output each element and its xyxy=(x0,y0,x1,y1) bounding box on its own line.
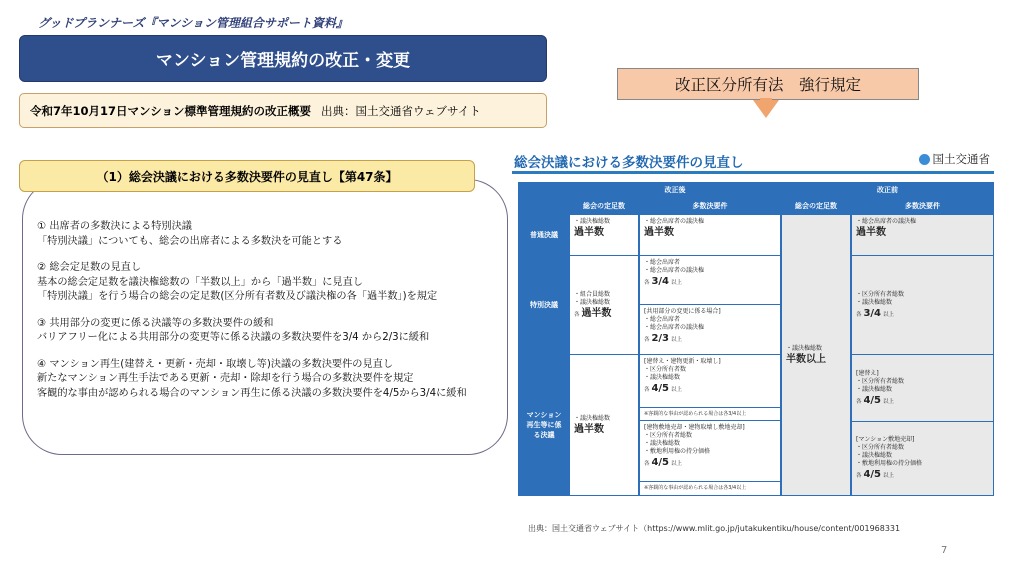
cell-prefix: 各 xyxy=(856,398,862,405)
paragraph-line: 基本の総会定足数を議決権総数の「半数以上」から「過半数」に見直し xyxy=(37,276,363,288)
cell-rebuild-quorum xyxy=(570,355,638,495)
paragraph-line: 「特別決議」を行う場合の総会の定足数(区分所有者数及び議決権の各「過半数」)を規定 xyxy=(37,291,438,302)
paragraph-4 xyxy=(37,358,493,402)
subheader-majority-after: 多数決要件 xyxy=(640,198,780,214)
cell-suffix: 以上 xyxy=(882,311,894,318)
cell-text: ・議決権総数 xyxy=(856,452,893,459)
cell-value: 4/5 xyxy=(863,394,882,406)
summary-source: 出典：国土交通省ウェブサイト xyxy=(321,103,481,118)
cell-value: 半数以上 xyxy=(786,353,826,365)
mlit-logo-icon xyxy=(919,154,930,165)
cell-text: [建替え・建物更新・取壊し] xyxy=(644,358,721,365)
cell-special-before xyxy=(852,256,993,354)
cell-text: ・総会出席者 xyxy=(644,259,681,266)
cell-value: 過半数 xyxy=(856,227,886,238)
cell-before-quorum xyxy=(782,215,850,495)
mlit-logo-text: 国土交通省 xyxy=(932,152,990,166)
row-label-ordinary: 普通決議 xyxy=(519,215,569,255)
cell-ordinary-majority xyxy=(640,215,780,255)
cell-suffix: 以上 xyxy=(670,280,682,286)
row-label-rebuild: マンション再生等に係る決議 xyxy=(519,355,569,495)
row-label-special: 特別決議 xyxy=(519,256,569,354)
cell-text: ・区分所有者数 xyxy=(644,366,687,373)
paragraph-1 xyxy=(37,220,493,249)
cell-rebuild-note-1: ※客観的な事由が認められる場合は各3/4以上 xyxy=(640,408,780,420)
summary-text: 令和7年10月17日マンション標準管理規約の改正概要 xyxy=(30,103,311,118)
page-title: マンション管理規約の改正・変更 xyxy=(19,35,547,82)
cell-prefix: 各 xyxy=(574,311,580,318)
paragraph-line: バリアフリー化による共用部分の変更等に係る決議の多数決要件を3/4 から2/3に緩和 xyxy=(37,332,430,343)
cell-ordinary-quorum xyxy=(570,215,638,255)
cell-value: 過半数 xyxy=(574,227,604,238)
cell-text: ・区分所有者総数 xyxy=(856,444,905,451)
cell-rebuild-majority-2 xyxy=(640,421,780,481)
cell-value: 4/5 xyxy=(863,469,882,480)
cell-text: ・議決権総数 xyxy=(574,218,611,225)
cell-text: ・区分所有者総数 xyxy=(856,377,905,385)
cell-prefix: 各 xyxy=(644,387,650,393)
brand-header: グッドプランナーズ『マンション管理組合サポート資料』 xyxy=(38,16,348,30)
source-note: 出典：国土交通省ウェブサイト（https://www.mlit.go.jp/jutakukentiku/house/content/001968331 xyxy=(528,524,901,533)
paragraph-heading: ② 総会定足数の見直し xyxy=(37,262,142,273)
cell-rebuild-before-1 xyxy=(852,355,993,421)
cell-text: [共用部分の変更に係る場合] xyxy=(644,308,721,315)
cell-text: ・総会出席者の議決権 xyxy=(644,267,705,274)
mlit-logo xyxy=(919,151,991,167)
gov-table-title: 総会決議における多数決要件の見直し xyxy=(514,155,744,171)
subheader-quorum-after: 総会の定足数 xyxy=(570,198,638,214)
cell-suffix: 以上 xyxy=(670,461,682,467)
subheader-quorum-before: 総会の定足数 xyxy=(782,198,850,214)
cell-text: ・総会出席者 xyxy=(644,316,681,323)
cell-prefix: 各 xyxy=(644,280,650,286)
cell-text: ・区分所有者総数 xyxy=(856,290,905,298)
cell-text: [建物敷地売却・建物取壊し敷地売却] xyxy=(644,424,745,431)
paragraph-heading: ① 出席者の多数決による特別決議 xyxy=(37,221,192,232)
cell-suffix: 以上 xyxy=(882,398,894,405)
down-arrow-icon xyxy=(753,100,779,118)
cell-prefix: 各 xyxy=(644,337,650,343)
cell-rebuild-note-2: ※客観的な事由が認められる場合は各3/4以上 xyxy=(640,482,780,495)
cell-special-quorum xyxy=(570,256,638,354)
cell-text: ・総会出席者の議決権 xyxy=(644,218,705,225)
subheader-majority-before: 多数決要件 xyxy=(852,198,993,214)
section-heading: （1）総会決議における多数決要件の見直し【第47条】 xyxy=(19,160,475,192)
header-after: 改正後 xyxy=(570,183,780,197)
cell-value: 3/4 xyxy=(651,276,670,287)
cell-text: ・議決権総数 xyxy=(644,374,681,381)
cell-prefix: 各 xyxy=(856,473,862,479)
cell-value: 過半数 xyxy=(644,227,674,238)
cell-value: 3/4 xyxy=(863,307,882,319)
reform-label: 改正区分所有法 強行規定 xyxy=(617,68,919,100)
cell-text: ・敷地利用権の持分価格 xyxy=(644,448,711,455)
cell-text: [マンション敷地売却] xyxy=(856,436,915,443)
cell-value: 過半数 xyxy=(581,307,612,319)
cell-text: ・議決権総数 xyxy=(856,298,893,306)
paragraph-line: 「特別決議」についても、総会の出席者による多数決を可能とする xyxy=(37,235,343,247)
paragraph-2 xyxy=(37,261,493,305)
gov-table-grid xyxy=(518,182,994,496)
cell-prefix: 各 xyxy=(856,311,862,318)
cell-value: 2/3 xyxy=(651,333,670,344)
gov-table-header xyxy=(512,146,994,174)
summary-box xyxy=(19,93,547,128)
page-number: 7 xyxy=(941,545,948,556)
paragraph-line: 客観的な事由が認められる場合のマンション再生に係る決議の多数決要件を4/5から3/4に緩和 xyxy=(37,387,467,399)
paragraph-line: 新たなマンション再生手法である更新・売却・除却を行う場合の多数決要件を規定 xyxy=(37,373,414,384)
cell-text: ・議決権総数 xyxy=(644,440,681,447)
cell-special-majority-2 xyxy=(640,305,780,354)
paragraph-heading: ③ 共用部分の変更に係る決議等の多数決要件の緩和 xyxy=(37,317,274,329)
cell-value: 4/5 xyxy=(651,457,670,468)
gov-table-figure xyxy=(512,146,994,498)
cell-prefix: 各 xyxy=(644,461,650,467)
cell-text: ・総会出席者の議決権 xyxy=(644,324,705,331)
cell-text: ・議決権総数 xyxy=(574,414,611,422)
content-box xyxy=(22,179,508,455)
cell-rebuild-majority-1 xyxy=(640,355,780,407)
cell-text: ・議決権総数 xyxy=(856,385,893,393)
cell-rebuild-before-2 xyxy=(852,422,993,495)
cell-value: 過半数 xyxy=(574,423,604,435)
cell-suffix: 以上 xyxy=(670,387,682,393)
cell-text: ・総会出席者の議決権 xyxy=(856,218,917,225)
cell-text: ・敷地利用権の持分価格 xyxy=(856,460,923,467)
cell-text: ・議決権総数 xyxy=(574,298,611,306)
paragraph-heading: ④ マンション再生(建替え・更新・売却・取壊し等)決議の多数決要件の見直し xyxy=(37,358,394,370)
cell-text: ・組合員総数 xyxy=(574,290,611,298)
cell-ordinary-before xyxy=(852,215,993,255)
cell-suffix: 以上 xyxy=(670,337,682,343)
cell-suffix: 以上 xyxy=(882,473,894,479)
cell-text: ・議決権総数 xyxy=(786,344,823,352)
cell-text: [建替え] xyxy=(856,369,879,377)
cell-text: ・区分所有者総数 xyxy=(644,432,693,439)
paragraph-3 xyxy=(37,317,493,346)
cell-special-majority-1 xyxy=(640,256,780,304)
header-before: 改正前 xyxy=(782,183,993,197)
cell-value: 4/5 xyxy=(651,383,670,394)
